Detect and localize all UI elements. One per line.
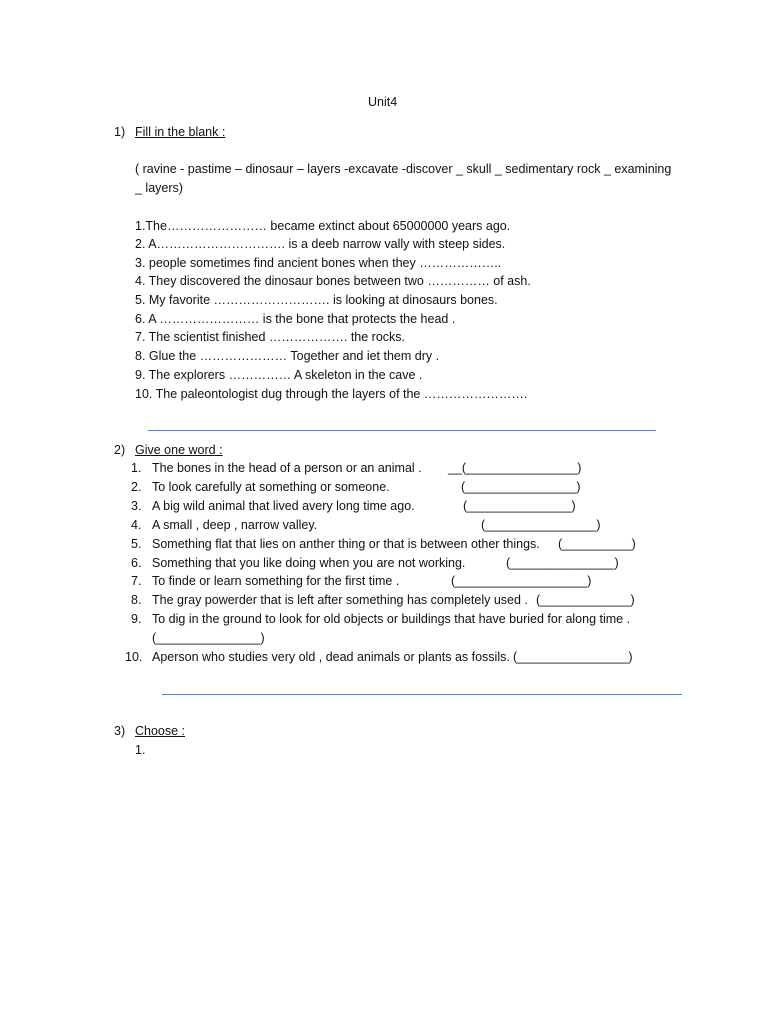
section1-heading: Fill in the blank : — [135, 125, 226, 139]
answer-blank: (________________) — [461, 480, 581, 494]
give-word-text: A small , deep , narrow valley. — [152, 518, 318, 532]
fill-blank-item: 6. A …………………… is the bone that protects the head . — [135, 312, 456, 326]
answer-blank: (________________) — [513, 650, 633, 664]
section-divider — [148, 430, 656, 431]
fill-blank-item: 10. The paleontologist dug through the layers of the ……………………. — [135, 387, 528, 401]
give-word-num: 1. — [131, 461, 142, 475]
give-word-num: 10. — [125, 650, 143, 664]
fill-blank-item: 1.The…………………… became extinct about 65000000 years ago. — [135, 219, 511, 233]
give-word-text: To finde or learn something for the first time . — [152, 574, 400, 588]
section3-number: 3) — [114, 724, 126, 738]
page-title: Unit4 — [368, 95, 398, 109]
give-word-num: 9. — [131, 612, 142, 626]
give-word-text: Aperson who studies very old , dead animals or plants as fossils. — [152, 650, 510, 664]
answer-blank: __(________________) — [448, 461, 582, 475]
answer-blank: (_______________) — [463, 499, 576, 513]
give-word-text: To look carefully at something or someone. — [152, 480, 390, 494]
give-word-num: 7. — [131, 574, 142, 588]
give-word-text: The bones in the head of a person or an animal . — [152, 461, 422, 475]
give-word-num: 4. — [131, 518, 142, 532]
choose-item: 1. — [135, 743, 146, 757]
fill-blank-item: 7. The scientist finished ………………. the rocks. — [135, 330, 406, 344]
word-bank-line-2: _ layers) — [135, 181, 183, 195]
fill-blank-item: 5. My favorite ………………………. is looking at dinosaurs bones. — [135, 293, 498, 307]
section3-heading: Choose : — [135, 724, 186, 738]
section2-heading: Give one word : — [135, 443, 223, 457]
answer-blank: (_____________) — [536, 593, 635, 607]
answer-blank: (_______________) — [506, 556, 619, 570]
fill-blank-item: 3. people sometimes find ancient bones when they ……………….. — [135, 256, 502, 270]
section-divider — [162, 694, 682, 695]
fill-blank-item: 8. Glue the ………………… Together and iet them dry . — [135, 349, 440, 363]
give-word-num: 6. — [131, 556, 142, 570]
fill-blank-item: 4. They discovered the dinosaur bones between two …………… of ash. — [135, 274, 531, 288]
fill-blank-item: 9. The explorers …………… A skeleton in the cave . — [135, 368, 423, 382]
section2-number: 2) — [114, 443, 126, 457]
fill-blank-item: 2. A…………………………. is a deeb narrow vally with steep sides. — [135, 237, 506, 251]
give-word-num: 8. — [131, 593, 142, 607]
give-word-text: Something that you like doing when you are not working. — [152, 556, 466, 570]
answer-blank: (___________________) — [451, 574, 592, 588]
give-word-text: The gray powerder that is left after something has completely used . — [152, 593, 528, 607]
give-word-num: 2. — [131, 480, 142, 494]
section1-number: 1) — [114, 125, 126, 139]
give-word-text: A big wild animal that lived avery long time ago. — [152, 499, 415, 513]
answer-blank: (__________) — [558, 537, 636, 551]
word-bank-line-1: ( ravine - pastime – dinosaur – layers -excavate -discover _ skull _ sedimentary rock _ examining — [135, 162, 672, 176]
give-word-num: 5. — [131, 537, 142, 551]
give-word-num: 3. — [131, 499, 142, 513]
give-word-text: To dig in the ground to look for old objects or buildings that have buried for along time . — [152, 612, 631, 626]
answer-blank: (________________) — [481, 518, 601, 532]
give-word-text: Something flat that lies on anther thing or that is between other things. — [152, 537, 540, 551]
answer-blank: (_______________) — [152, 631, 265, 645]
